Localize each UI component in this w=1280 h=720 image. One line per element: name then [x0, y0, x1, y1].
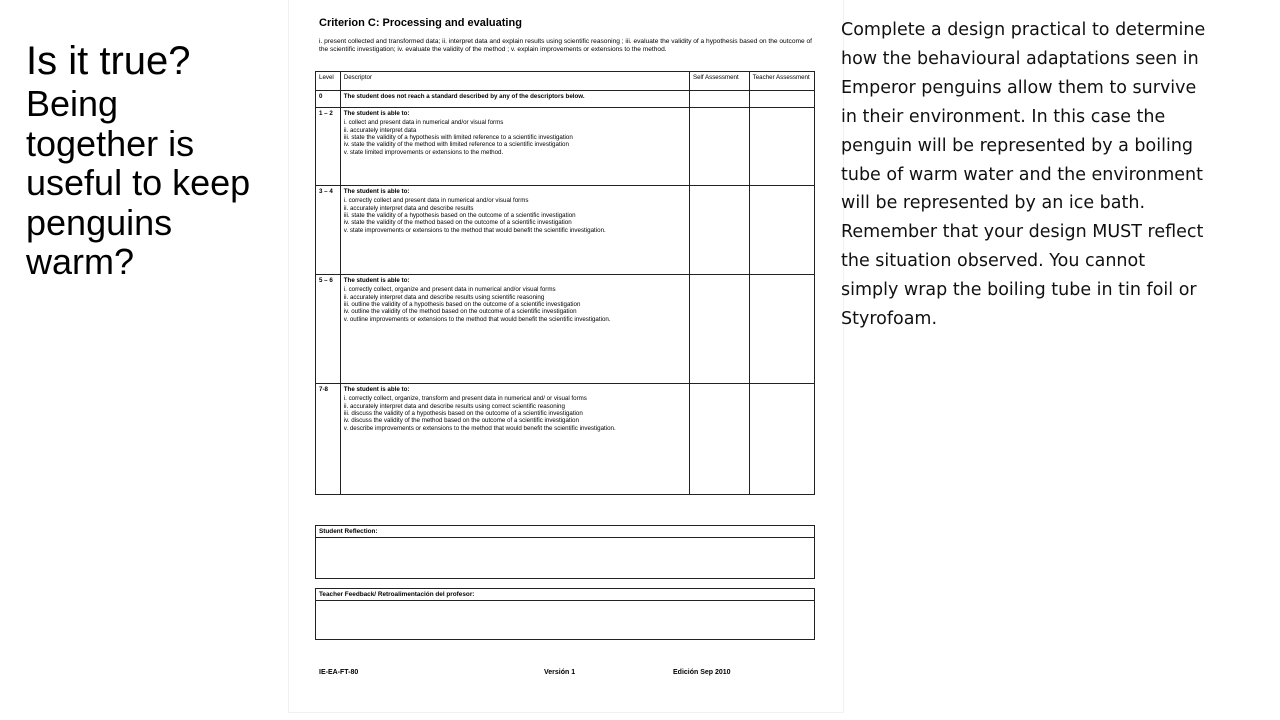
student-reflection-box — [315, 525, 815, 579]
question-subtitle: Being together is useful to keep penguins warm? — [26, 83, 251, 283]
descriptor-item: v. state limited improvements or extensions to the method. — [343, 148, 504, 156]
descriptor-item: ii. accurately interpret data and describe results using scientific reasoning — [343, 293, 545, 301]
footer-edition: Edición Sep 2010 — [673, 669, 731, 676]
header-teacher-assessment: Teacher Assessment — [749, 72, 814, 91]
descriptor-intro: The student does not reach a standard described by any of the descriptors below. — [343, 93, 585, 100]
descriptor-item: iii. outline the validity of a hypothesis based on the outcome of a scientific investigation — [343, 300, 581, 308]
descriptor-item: iv. state the validity of the method with limited reference to a scientific investigation — [343, 141, 569, 149]
rubric-descriptor — [340, 275, 689, 384]
rubric-row — [316, 186, 815, 275]
slide-heading — [26, 40, 256, 282]
self-assessment-cell — [689, 108, 749, 186]
descriptor-item: iii. discuss the validity of a hypothesis based on the outcome of a scientific investigation — [343, 409, 583, 417]
descriptor-item: v. state improvements or extensions to the method that would benefit the scientific investigation. — [343, 226, 606, 234]
rubric-subtitle: i. present collected and transformed data; ii. interpret data and explain results using scientific reasoning ; iii. evaluate the validity of a hypothesis based on the outcome of the scientific investigation; iv. evaluate the validity of the method ; v. explain improvements or extensions to the method. — [319, 38, 812, 54]
header-level: Level — [316, 72, 341, 91]
teacher-assessment-cell — [749, 384, 814, 495]
rubric-table — [315, 71, 815, 495]
footer-version: Versión 1 — [544, 669, 576, 676]
teacher-assessment-cell — [749, 186, 814, 275]
rubric-row — [316, 108, 815, 186]
rubric-descriptor — [340, 186, 689, 275]
descriptor-item: i. correctly collect, organize, transform and present data in numerical and/ or visual forms — [343, 395, 587, 403]
self-assessment-cell — [689, 186, 749, 275]
descriptor-item: i. correctly collect and present data in numerical and/or visual forms — [343, 197, 529, 205]
instructions-text — [841, 16, 1206, 334]
rubric-header-row — [316, 72, 815, 91]
teacher-assessment-cell — [749, 108, 814, 186]
descriptor-item: iv. state the validity of the method based on the outcome of a scientific investigation — [343, 219, 572, 227]
teacher-assessment-cell — [749, 275, 814, 384]
descriptor-item: i. collect and present data in numerical and/or visual forms — [343, 119, 504, 127]
rubric-row — [316, 275, 815, 384]
self-assessment-cell — [689, 384, 749, 495]
descriptor-intro: The student is able to: — [343, 110, 410, 117]
descriptor-item: iv. outline the validity of the method based on the outcome of a scientific investigation — [343, 308, 577, 316]
rubric-level: 0 — [316, 91, 341, 108]
rubric-level: 7-8 — [316, 384, 341, 495]
descriptor-item: v. outline improvements or extensions to the method that would benefit the scientific investigation. — [343, 315, 611, 323]
descriptor-item: iii. state the validity of a hypothesis based on the outcome of a scientific investigation — [343, 211, 576, 219]
self-assessment-cell — [689, 91, 749, 108]
descriptor-item: ii. accurately interpret data and describe results using correct scientific reasoning — [343, 402, 565, 410]
rubric-level: 5 – 6 — [316, 275, 341, 384]
rubric-document — [289, 0, 843, 712]
self-assessment-cell — [689, 275, 749, 384]
teacher-feedback-label: Teacher Feedback/ Retroalimentación del profesor: — [316, 589, 814, 601]
descriptor-intro: The student is able to: — [343, 386, 410, 393]
rubric-descriptor — [340, 108, 689, 186]
rubric-descriptor — [340, 384, 689, 495]
instructions-paragraph-1: Complete a design practical to determine how the behavioural adaptations seen in Emperor penguins allow them to survive in their environment. In this case the penguin will be represented by a boiling tube of warm water and the environment will be represented by an ice bath. — [841, 20, 1206, 214]
teacher-feedback-box — [315, 588, 815, 640]
rubric-row — [316, 91, 815, 108]
descriptor-item: v. describe improvements or extensions to the method that would benefit the scientific investigation. — [343, 424, 616, 432]
header-self-assessment: Self Assessment — [689, 72, 749, 91]
descriptor-item: ii. accurately interpret data and describe results — [343, 204, 474, 212]
student-reflection-label: Student Reflection: — [316, 526, 814, 538]
rubric-descriptor — [340, 91, 689, 108]
rubric-level: 3 – 4 — [316, 186, 341, 275]
rubric-level: 1 – 2 — [316, 108, 341, 186]
rubric-title: Criterion C: Processing and evaluating — [319, 17, 522, 29]
rubric-row — [316, 384, 815, 495]
instructions-paragraph-2: Remember that your design MUST reflect the situation observed. You cannot simply wrap the boiling tube in tin foil or Styrofoam. — [841, 222, 1204, 330]
descriptor-item: iv. discuss the validity of the method based on the outcome of a scientific investigation — [343, 417, 579, 425]
descriptor-intro: The student is able to: — [343, 188, 410, 195]
header-descriptor: Descriptor — [340, 72, 689, 91]
descriptor-item: i. correctly collect, organize and present data in numerical and/or visual forms — [343, 286, 556, 294]
descriptor-intro: The student is able to: — [343, 277, 410, 284]
question-title: Is it true? — [26, 39, 191, 83]
descriptor-item: ii. accurately interpret data — [343, 126, 417, 134]
teacher-assessment-cell — [749, 91, 814, 108]
footer-code: IE-EA-FT-80 — [319, 669, 359, 676]
descriptor-item: iii. state the validity of a hypothesis with limited reference to a scientific investigation — [343, 133, 573, 141]
